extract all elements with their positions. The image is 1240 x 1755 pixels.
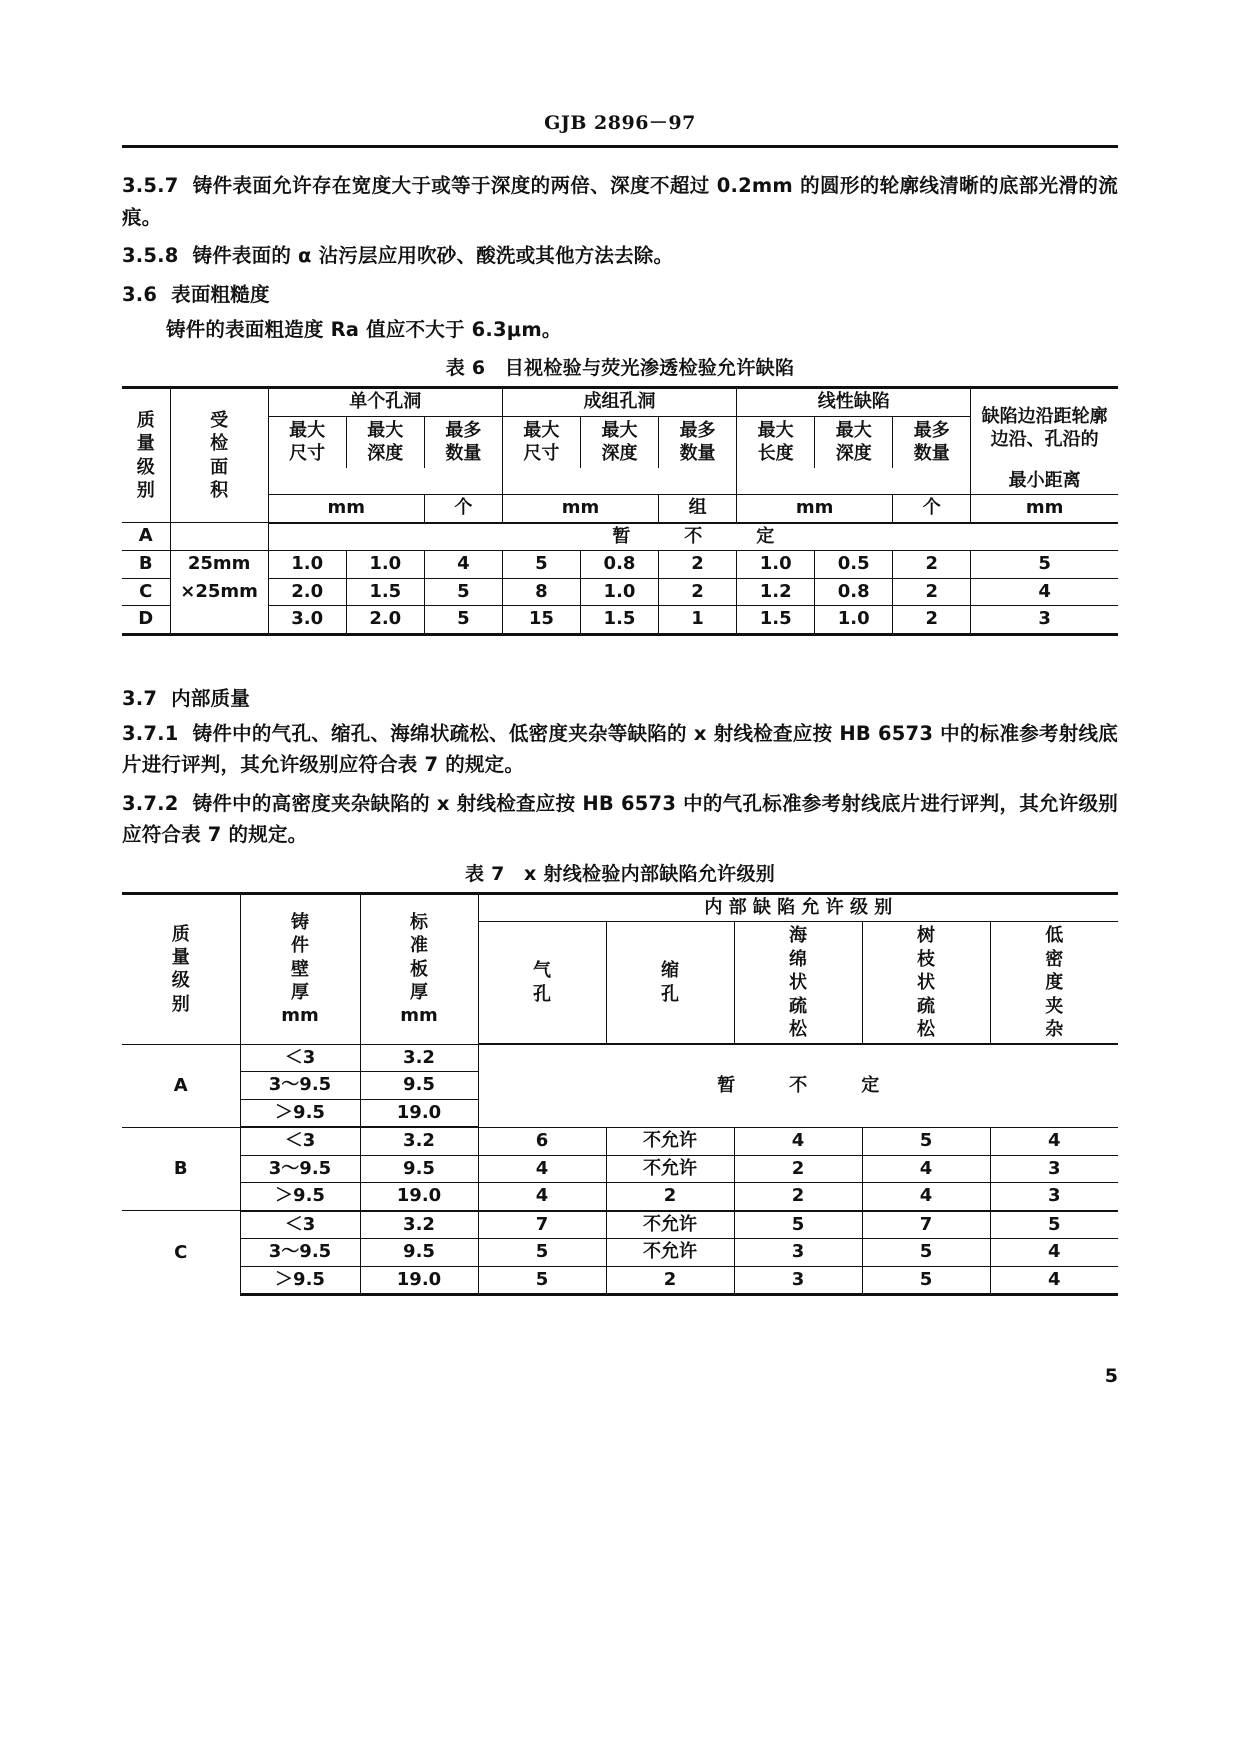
table7-cell: 7 <box>478 1211 606 1239</box>
table6-sub-header-filler <box>502 468 736 495</box>
defect-char: 孔 <box>533 983 551 1005</box>
table7-cell: 2 <box>734 1183 862 1211</box>
table6-cell: 1.0 <box>737 551 815 579</box>
table7-row <box>122 1155 1118 1183</box>
table6-row <box>122 606 1118 635</box>
quality-char: 级 <box>171 970 190 992</box>
table6-cell: 1.5 <box>346 578 424 606</box>
section-number: 3.7 <box>122 686 158 710</box>
table6-sub-header-filler <box>268 468 502 495</box>
table7-cell: 5 <box>862 1127 990 1155</box>
section-spacer <box>122 636 1118 676</box>
table7-undetermined-cell: 暂 不 定 <box>478 1044 1118 1127</box>
quality-char: 质 <box>171 923 190 945</box>
table7-plate-cell: 19.0 <box>360 1266 478 1295</box>
table6-area-value-2: ×25mm <box>170 578 268 606</box>
table6-unit-mm: mm <box>268 495 424 523</box>
defect-char: 树 <box>917 925 935 947</box>
table7-cell: 4 <box>862 1155 990 1183</box>
defect-char: 海 <box>789 925 807 947</box>
table6-cell: 1.0 <box>268 551 346 579</box>
table6-grade-cell: C <box>122 578 170 606</box>
sub-l2: 长度 <box>757 443 794 465</box>
table6-row <box>122 523 1118 551</box>
table6-cell: 1.0 <box>580 578 658 606</box>
defect-char: 低 <box>1045 925 1064 947</box>
wall-char: 件 <box>291 935 309 957</box>
table6-cell: 15 <box>502 606 580 635</box>
sub-l1: 最大 <box>367 419 404 441</box>
table7-defect-col-low-density-inclusion <box>990 922 1118 1044</box>
sub-l2: 尺寸 <box>523 443 560 465</box>
table7-cell: 2 <box>734 1155 862 1183</box>
page-content <box>122 170 1118 1296</box>
table7-grade-cell: B <box>122 1127 240 1211</box>
table7-row <box>122 1266 1118 1295</box>
table6-sub-header <box>424 416 502 467</box>
table6-cell: 5 <box>424 578 502 606</box>
table6-cell: 2 <box>893 578 971 606</box>
table6-cell: 2 <box>893 551 971 579</box>
section-number: 3.6 <box>122 282 158 306</box>
area-char: 受 <box>210 409 229 431</box>
clause-3-7-2 <box>122 788 1118 851</box>
table7-cell: 4 <box>734 1127 862 1155</box>
table6-cell: 2 <box>659 578 737 606</box>
table6-cell: 1 <box>659 606 737 635</box>
defect-char: 孔 <box>661 983 679 1005</box>
table7-row <box>122 1211 1118 1239</box>
table6-cell: 1.5 <box>737 606 815 635</box>
defect-char: 杂 <box>1045 1018 1064 1040</box>
sub-l1: 最多 <box>913 419 950 441</box>
table6-col-area-label <box>170 388 268 523</box>
table6-cell: 2 <box>659 551 737 579</box>
table6-sub-header <box>346 416 424 467</box>
table6-grade-cell: A <box>122 523 170 551</box>
table7-cell: 6 <box>478 1127 606 1155</box>
defect-char: 枝 <box>917 948 935 970</box>
sub-l2: 数量 <box>679 443 716 465</box>
table6-group-linear-defect: 线性缺陷 <box>737 388 971 417</box>
section-3-6-body: 铸件的表面粗造度 Ra 值应不大于 6.3μm。 <box>166 317 562 341</box>
sub-l1: 最大 <box>757 419 794 441</box>
table6-wrapper <box>122 386 1118 635</box>
table7-cell: 5 <box>478 1266 606 1295</box>
header-rule <box>122 145 1118 148</box>
table7-cell: 2 <box>606 1183 734 1211</box>
table7-row <box>122 1239 1118 1267</box>
table7-cell: 4 <box>990 1266 1118 1295</box>
table6-undetermined-cell: 暂 不 定 <box>268 523 1118 551</box>
table6-cell: 0.8 <box>580 551 658 579</box>
edge-distance-line1: 边沿、孔沿的 <box>990 429 1099 451</box>
table7-row <box>122 1044 1118 1072</box>
page-number: 5 <box>1104 1365 1118 1387</box>
table7-cell: 7 <box>862 1211 990 1239</box>
table7-plate-cell: 19.0 <box>360 1183 478 1211</box>
clause-number: 3.5.7 <box>122 174 179 197</box>
sub-l1: 最大 <box>523 419 560 441</box>
table6-cell: 2.0 <box>346 606 424 635</box>
table7-wrapper <box>122 892 1118 1296</box>
table7-cell: 4 <box>990 1127 1118 1155</box>
table6-unit-count: 个 <box>893 495 971 523</box>
table7-grade-cell: C <box>122 1211 240 1295</box>
table6-caption: 表 6 目视检验与荧光渗透检验允许缺陷 <box>445 357 795 380</box>
table7-row <box>122 1127 1118 1155</box>
section-3-6-heading <box>122 279 1118 307</box>
sub-l1: 最大 <box>289 419 326 441</box>
table7-wall-cell: 3～9.5 <box>240 1239 360 1267</box>
table7-col-wall-thickness-label <box>240 893 360 1044</box>
table6-unit-mm: mm <box>502 495 658 523</box>
table7-cell: 5 <box>478 1239 606 1267</box>
sub-l2: 深度 <box>835 443 872 465</box>
table6-sub-header <box>268 416 346 467</box>
table6-group-single-hole: 单个孔洞 <box>268 388 502 417</box>
plate-char: 准 <box>410 935 428 957</box>
table7-wall-cell: 3～9.5 <box>240 1072 360 1100</box>
sub-l1: 最多 <box>445 419 482 441</box>
table6-cell: 1.0 <box>346 551 424 579</box>
table6-unit-mm: mm <box>737 495 893 523</box>
wall-unit: mm <box>281 1005 319 1027</box>
table6-cell: 0.8 <box>815 578 893 606</box>
quality-char: 别 <box>171 993 190 1015</box>
table6-cell: 8 <box>502 578 580 606</box>
table6-col-quality-label <box>122 388 170 523</box>
table6-area-cell-empty <box>170 523 268 551</box>
page-header-standard-code: GJB 2896－97 <box>544 112 696 134</box>
table6-cell: 1.5 <box>580 606 658 635</box>
area-char: 面 <box>210 456 229 478</box>
table7-wall-cell: ＜3 <box>240 1211 360 1239</box>
table6-grade-cell: D <box>122 606 170 635</box>
plate-unit: mm <box>400 1005 438 1027</box>
table7-cell: 4 <box>478 1155 606 1183</box>
table6-sub-header <box>815 416 893 467</box>
table6-edge-distance-line2: 最小距离 <box>971 468 1118 495</box>
table6-cell: 0.5 <box>815 551 893 579</box>
clause-3-5-8 <box>122 240 1118 272</box>
table6-header-row-1 <box>122 388 1118 417</box>
table7-cell: 2 <box>606 1266 734 1295</box>
table7-cell: 不允许 <box>606 1211 734 1239</box>
sub-l2: 深度 <box>601 443 638 465</box>
table6-unit-mm: mm <box>971 495 1118 523</box>
table7-cell: 5 <box>862 1239 990 1267</box>
defect-char: 度 <box>1045 972 1064 994</box>
table7-wall-cell: ＞9.5 <box>240 1183 360 1211</box>
table7-cell: 3 <box>734 1266 862 1295</box>
table6-cell: 1.0 <box>815 606 893 635</box>
table6-cell: 2 <box>893 606 971 635</box>
defect-char: 状 <box>789 972 807 994</box>
defect-char: 气 <box>533 960 551 982</box>
plate-char: 厚 <box>410 982 428 1004</box>
table6-unit-count: 个 <box>424 495 502 523</box>
table7-wall-cell: ＜3 <box>240 1044 360 1072</box>
defect-char: 绵 <box>789 948 807 970</box>
table6-sub-header <box>659 416 737 467</box>
table6-header-row-2 <box>122 416 1118 467</box>
table7-defect-col-sponge-porosity <box>734 922 862 1044</box>
table7-defect-col-gas-hole <box>478 922 606 1044</box>
clause-text: 铸件表面允许存在宽度大于或等于深度的两倍、深度不超过 0.2mm 的圆形的轮廓线清晰的底部光滑的流痕。 <box>122 174 1118 229</box>
clause-text: 铸件中的气孔、缩孔、海绵状疏松、低密度夹杂等缺陷的 x 射线检查应按 HB 6573 中的标准参考射线底片进行评判，其允许级别应符合表 7 的规定。 <box>122 721 1118 777</box>
table7-cell: 3 <box>990 1155 1118 1183</box>
table7-cell: 4 <box>862 1183 990 1211</box>
clause-number: 3.5.8 <box>122 244 179 268</box>
clause-text: 铸件中的高密度夹杂缺陷的 x 射线检查应按 HB 6573 中的气孔标准参考射线底片进行评判，其允许级别应符合表 7 的规定。 <box>122 791 1118 847</box>
sub-l1: 最大 <box>835 419 872 441</box>
table6-cell: 5 <box>424 606 502 635</box>
table6-sub-header <box>737 416 815 467</box>
sub-l2: 尺寸 <box>289 443 326 465</box>
defect-char: 密 <box>1045 948 1064 970</box>
table7-cell: 5 <box>734 1211 862 1239</box>
table6-cell: 1.2 <box>737 578 815 606</box>
edge-distance-title: 缺陷边沿距轮廓 <box>981 406 1108 428</box>
wall-char: 壁 <box>291 958 309 980</box>
table7-cell: 不允许 <box>606 1155 734 1183</box>
table7-defect-col-dendritic-porosity <box>862 922 990 1044</box>
quality-char: 质 <box>136 409 155 431</box>
defect-char: 松 <box>789 1018 807 1040</box>
table6-header-row-3 <box>122 468 1118 495</box>
sub-l2: 数量 <box>913 443 950 465</box>
table6-group-edge-distance <box>971 388 1118 468</box>
table6-cell: 4 <box>424 551 502 579</box>
table7-wall-cell: ＞9.5 <box>240 1266 360 1295</box>
sub-l1: 最大 <box>601 419 638 441</box>
table7-cell: 4 <box>478 1183 606 1211</box>
table6-cell: 3.0 <box>268 606 346 635</box>
table7-plate-cell: 3.2 <box>360 1211 478 1239</box>
table7-cell: 5 <box>990 1211 1118 1239</box>
table6-sub-header <box>580 416 658 467</box>
table7-wall-cell: ＞9.5 <box>240 1099 360 1127</box>
defect-char: 松 <box>917 1018 935 1040</box>
table7-grade-cell: A <box>122 1044 240 1127</box>
table6-cell: 4 <box>971 578 1118 606</box>
clause-3-7-1 <box>122 718 1118 781</box>
table7-header-row-1 <box>122 893 1118 922</box>
table6 <box>122 386 1118 635</box>
section-title: 内部质量 <box>171 686 250 710</box>
table7-plate-cell: 3.2 <box>360 1044 478 1072</box>
table7-defect-col-shrinkage-hole <box>606 922 734 1044</box>
defect-char: 疏 <box>789 995 807 1017</box>
table7-plate-cell: 19.0 <box>360 1099 478 1127</box>
table7-wall-cell: ＜3 <box>240 1127 360 1155</box>
table7-col-quality-label <box>122 893 240 1044</box>
table7-plate-cell: 9.5 <box>360 1072 478 1100</box>
table6-units-row <box>122 495 1118 523</box>
table7-row <box>122 1183 1118 1211</box>
table6-row <box>122 551 1118 579</box>
table6-cell: 5 <box>971 551 1118 579</box>
table6-group-clustered-hole: 成组孔洞 <box>502 388 736 417</box>
table7-cell: 3 <box>990 1183 1118 1211</box>
table7-plate-cell: 9.5 <box>360 1155 478 1183</box>
sub-l1: 最多 <box>679 419 716 441</box>
table7-cell: 不允许 <box>606 1239 734 1267</box>
table6-sub-header <box>893 416 971 467</box>
table7-wall-cell: 3～9.5 <box>240 1155 360 1183</box>
clause-3-5-7 <box>122 170 1118 233</box>
wall-char: 铸 <box>291 911 309 933</box>
table7-plate-cell: 9.5 <box>360 1239 478 1267</box>
table6-cell: 3 <box>971 606 1118 635</box>
quality-char: 量 <box>136 433 155 455</box>
table7-plate-cell: 3.2 <box>360 1127 478 1155</box>
quality-char: 量 <box>171 946 190 968</box>
defect-char: 疏 <box>917 995 935 1017</box>
table6-sub-header-filler <box>737 468 971 495</box>
quality-char: 别 <box>136 480 155 502</box>
table7-caption: 表 7 x 射线检验内部缺陷允许级别 <box>464 862 776 885</box>
table6-row <box>122 578 1118 606</box>
wall-char: 厚 <box>291 982 309 1004</box>
table7 <box>122 892 1118 1296</box>
table7-col-plate-thickness-label <box>360 893 478 1044</box>
sub-l2: 数量 <box>445 443 482 465</box>
table7-cell: 不允许 <box>606 1127 734 1155</box>
table6-cell: 2.0 <box>268 578 346 606</box>
table7-cell: 4 <box>990 1239 1118 1267</box>
table7-cell: 3 <box>734 1239 862 1267</box>
clause-number: 3.7.1 <box>122 721 179 745</box>
table6-area-value-1: 25mm <box>170 551 268 579</box>
section-title: 表面粗糙度 <box>171 282 270 306</box>
sub-l2: 深度 <box>367 443 404 465</box>
defect-char: 缩 <box>661 960 679 982</box>
section-3-7-heading <box>122 683 1118 711</box>
defect-char: 夹 <box>1045 995 1064 1017</box>
table7-cell: 5 <box>862 1266 990 1295</box>
plate-char: 板 <box>410 958 428 980</box>
table6-sub-header <box>502 416 580 467</box>
clause-text: 铸件表面的 α 沾污层应用吹砂、酸洗或其他方法去除。 <box>192 244 674 268</box>
table6-unit-group: 组 <box>659 495 737 523</box>
table6-grade-cell: B <box>122 551 170 579</box>
table6-area-cell-empty <box>170 606 268 635</box>
clause-number: 3.7.2 <box>122 791 179 815</box>
table7-group-internal-defect-levels: 内 部 缺 陷 允 许 级 别 <box>478 893 1118 922</box>
defect-char: 状 <box>917 972 935 994</box>
area-char: 积 <box>210 480 229 502</box>
quality-char: 级 <box>136 456 155 478</box>
area-char: 检 <box>210 433 229 455</box>
table6-cell: 5 <box>502 551 580 579</box>
plate-char: 标 <box>410 911 428 933</box>
